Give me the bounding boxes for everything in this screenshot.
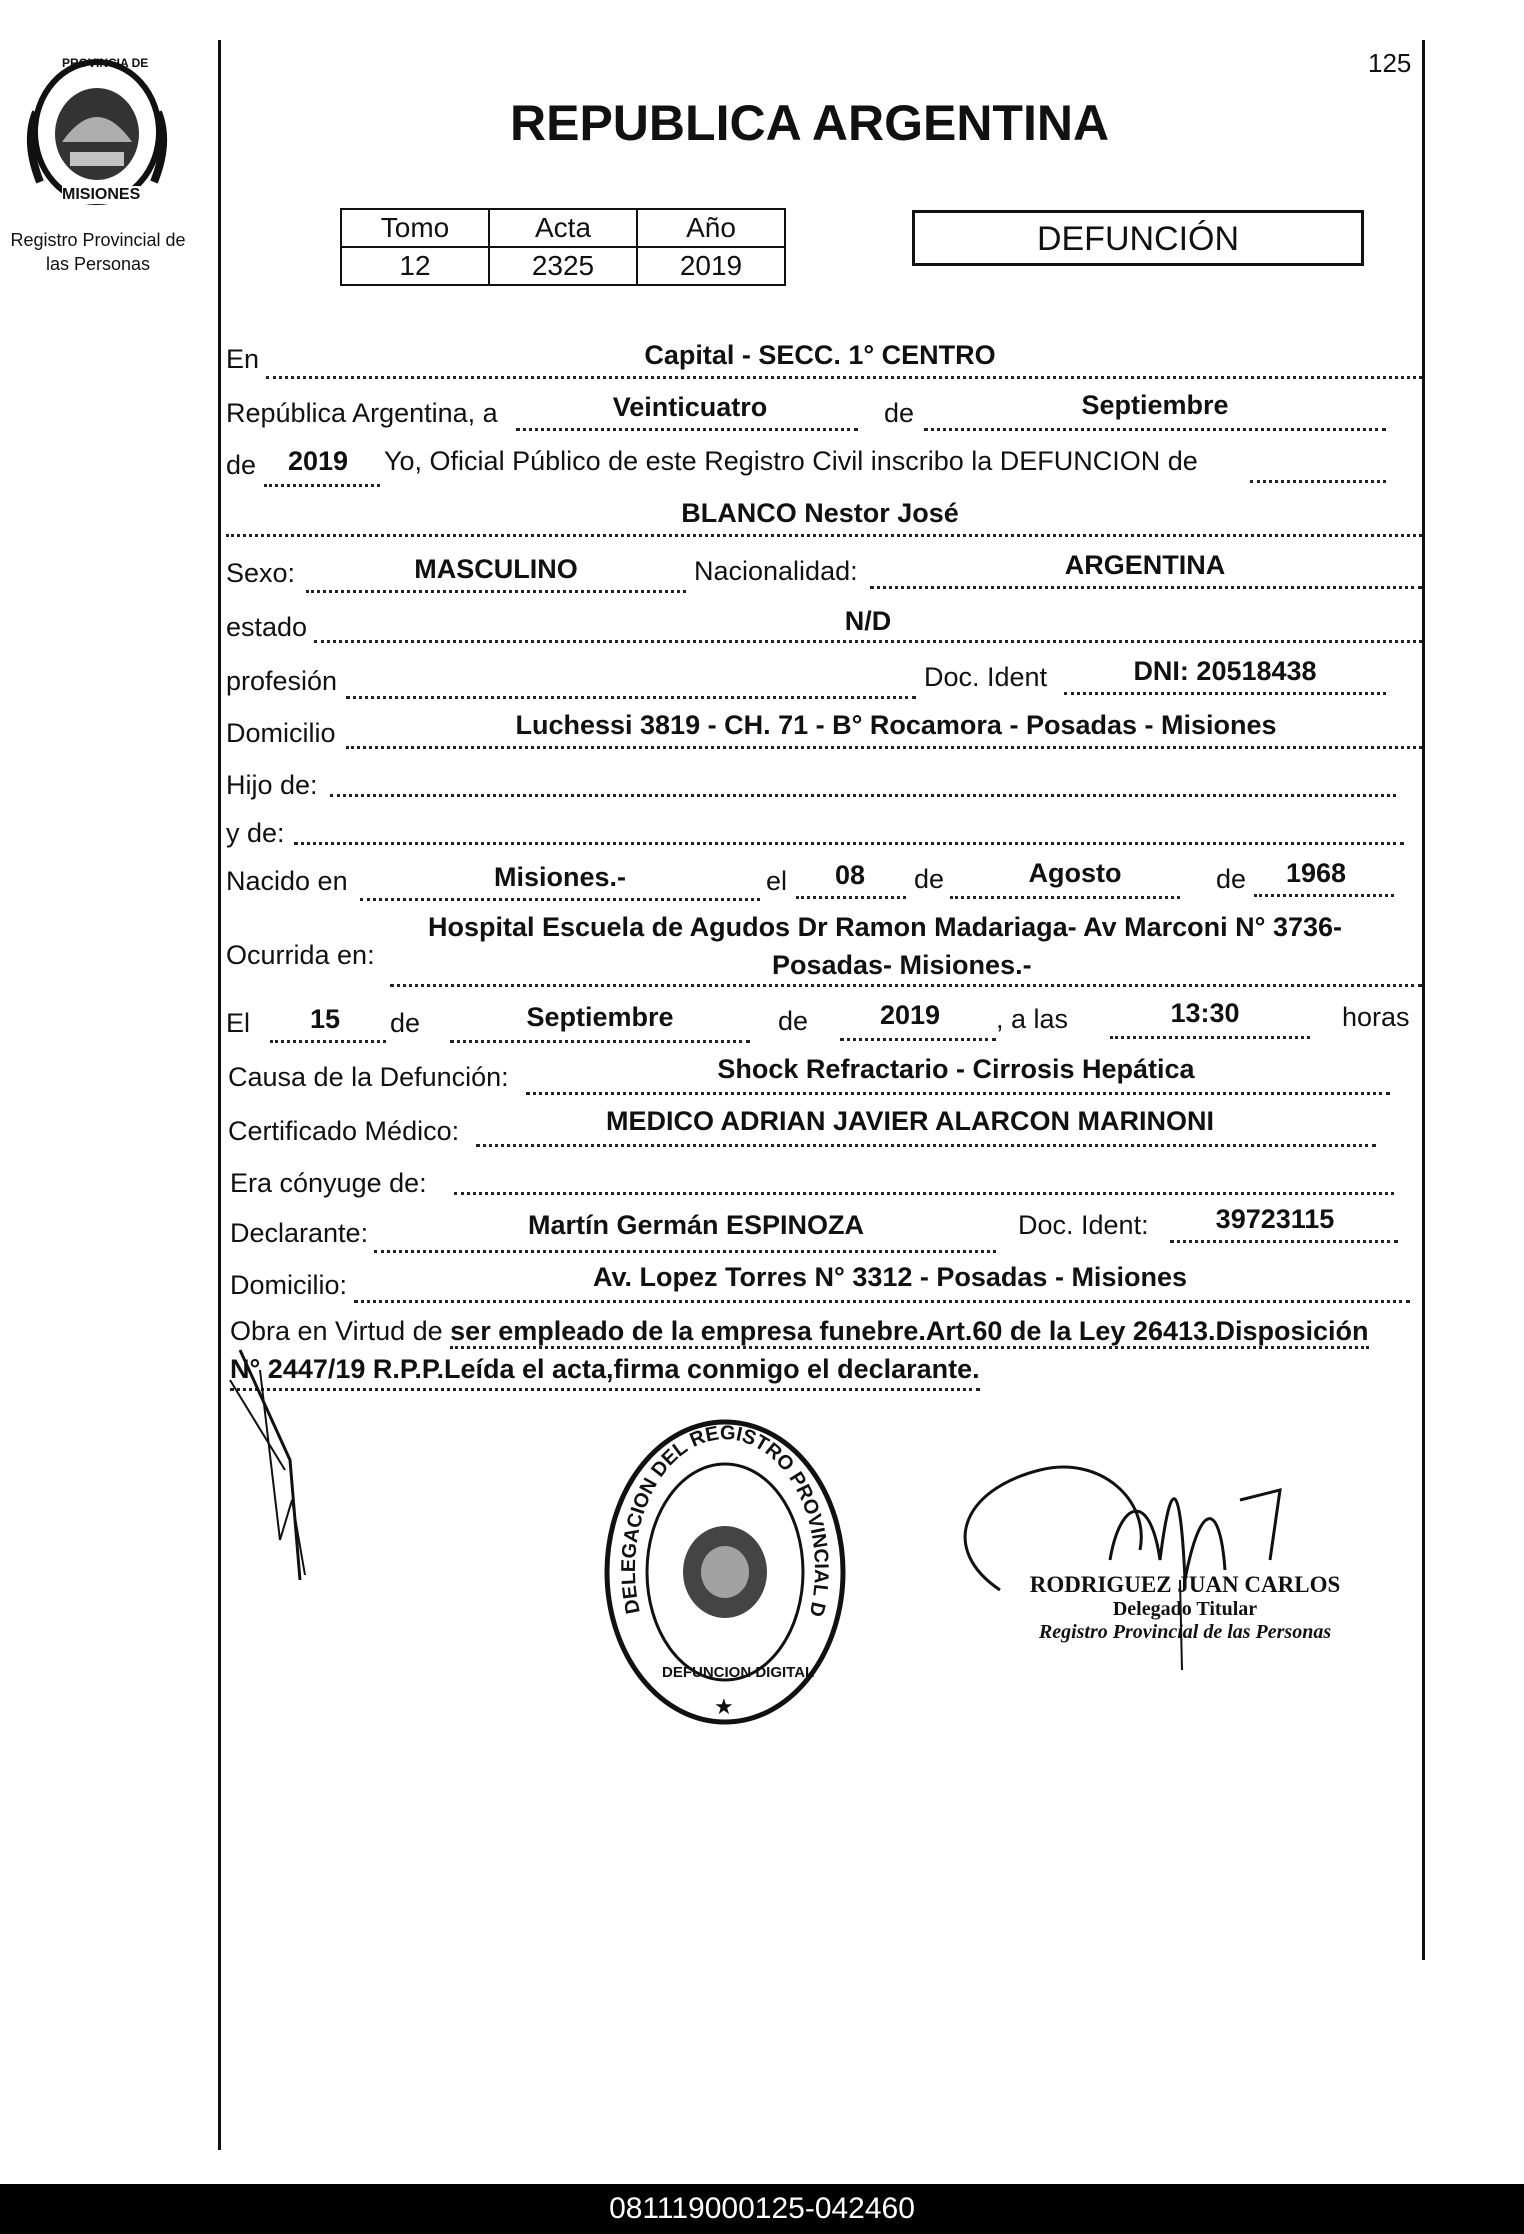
emblem-top-text: PROVINCIA DE <box>62 56 149 70</box>
domicilio-label: Domicilio <box>226 718 336 748</box>
de-label-4: de <box>390 1008 421 1038</box>
nacionalidad-dots <box>870 586 1422 589</box>
declarante-domicilio-value: Av. Lopez Torres N° 3312 - Posadas - Misiones <box>593 1262 1187 1292</box>
deceased-name: BLANCO Nestor José <box>681 498 959 528</box>
en-dots <box>266 376 1422 379</box>
conyuge-dots <box>454 1192 1394 1195</box>
nacido-value: Misiones.- <box>493 862 627 892</box>
death-month-value: Septiembre <box>526 1002 674 1032</box>
nacido-dots <box>360 898 760 901</box>
birth-month-value: Agosto <box>1028 858 1122 888</box>
stamp-inner-text: DEFUNCION DIGITAL <box>662 1664 815 1681</box>
en-label: En <box>226 344 260 374</box>
hijo-dots <box>330 794 1396 797</box>
signature-block <box>1020 1572 1350 1644</box>
left-border <box>218 40 221 2150</box>
obra-paragraph <box>230 1312 1369 1391</box>
page-number: 125 <box>1368 48 1412 78</box>
nacido-label: Nacido en <box>226 866 348 896</box>
registry-line-2: las Personas <box>45 254 151 274</box>
death-time-dots <box>1110 1036 1310 1039</box>
yde-label: y de: <box>226 818 285 848</box>
death-year-dots <box>840 1038 996 1041</box>
misiones-emblem <box>22 52 172 212</box>
declarante-domicilio-dots <box>354 1300 1410 1303</box>
document-title: REPUBLICA ARGENTINA <box>510 95 1110 151</box>
act-value-anio: 2019 <box>637 247 785 285</box>
birth-month-dots <box>950 896 1180 899</box>
sexo-value: MASCULINO <box>414 554 578 584</box>
document-code-footer: 081119000125-042460 <box>0 2184 1524 2234</box>
nacionalidad-value: ARGENTINA <box>1064 550 1226 580</box>
certificado-dots <box>476 1144 1376 1147</box>
sexo-dots <box>306 590 686 593</box>
el-label: el <box>766 866 788 896</box>
conyuge-label: Era cónyuge de: <box>230 1168 427 1198</box>
day-dots <box>516 428 858 431</box>
death-day-value: 15 <box>309 1004 341 1034</box>
declarante-doc-value: 39723115 <box>1215 1204 1335 1234</box>
birth-year-dots <box>1254 894 1394 897</box>
estado-label: estado <box>226 612 308 642</box>
act-value-acta: 2325 <box>489 247 637 285</box>
en-value: Capital - SECC. 1° CENTRO <box>644 340 996 370</box>
registry-line-1: Registro Provincial de <box>10 230 186 250</box>
estado-dots <box>314 640 1422 643</box>
doc-ident-dots <box>1064 692 1386 695</box>
nacionalidad-label: Nacionalidad: <box>694 556 858 586</box>
certificado-label: Certificado Médico: <box>228 1116 460 1146</box>
profesion-label: profesión <box>226 666 338 696</box>
de-label-5: de <box>778 1006 809 1036</box>
birth-day-dots <box>796 896 906 899</box>
signatory-office: Registro Provincial de las Personas <box>1038 1621 1332 1643</box>
domicilio-value: Luchessi 3819 - CH. 71 - B° Rocamora - Posadas - Misiones <box>515 710 1277 740</box>
ocurrida-dots <box>390 984 1422 987</box>
declarante-doc-dots <box>1170 1240 1398 1243</box>
month-dots <box>924 428 1386 431</box>
causa-dots <box>526 1092 1390 1095</box>
death-month-dots <box>450 1040 750 1043</box>
death-time-value: 13:30 <box>1170 998 1240 1028</box>
sexo-label: Sexo: <box>226 558 296 588</box>
yde-dots <box>294 842 1404 845</box>
act-header-acta: Acta <box>489 209 637 247</box>
republica-label: República Argentina, a <box>226 398 498 428</box>
year-dots <box>264 484 380 487</box>
official-stamp <box>600 1412 850 1732</box>
de-label: de <box>884 398 915 428</box>
domicilio-label-2: Domicilio: <box>230 1270 348 1300</box>
ocurrida-label: Ocurrida en: <box>226 940 375 970</box>
document-type-box: DEFUNCIÓN <box>912 210 1364 266</box>
birth-day-value: 08 <box>834 860 866 890</box>
horas-label: horas <box>1342 1002 1410 1032</box>
doc-ident-label-2: Doc. Ident: <box>1018 1210 1149 1240</box>
emblem-bottom-text: MISIONES <box>62 186 141 203</box>
oficial-text: Yo, Oficial Público de este Registro Civil inscribo la DEFUNCION de <box>384 446 1198 476</box>
act-header-tomo: Tomo <box>341 209 489 247</box>
name-dots <box>226 534 1422 537</box>
left-pen-mark <box>220 1340 330 1590</box>
domicilio-dots <box>346 746 1422 749</box>
signatory-name: RODRIGUEZ JUAN CARLOS <box>1029 1572 1341 1597</box>
alas-label: , a las <box>996 1004 1069 1034</box>
death-year-value: 2019 <box>879 1000 941 1030</box>
declarante-dots <box>374 1250 996 1253</box>
stamp-star-icon: ★ <box>714 1694 734 1719</box>
stamp-outer-text: DELEGACION DEL REGISTRO PROVINCIAL D <box>617 1422 833 1619</box>
signatory-title: Delegado Titular <box>1112 1598 1258 1620</box>
obra-line-1-bold: ser empleado de la empresa funebre.Art.60 de la Ley 26413.Disposición <box>450 1316 1368 1349</box>
ocurrida-line-1: Hospital Escuela de Agudos Dr Ramon Madariaga- Av Marconi N° 3736- <box>428 912 1343 942</box>
year-value: 2019 <box>287 446 349 476</box>
declarante-label: Declarante: <box>230 1218 369 1248</box>
declarante-value: Martín Germán ESPINOZA <box>527 1210 865 1240</box>
birth-year-value: 1968 <box>1285 858 1347 888</box>
estado-value: N/D <box>844 606 892 636</box>
right-border <box>1422 40 1425 1960</box>
doc-ident-value: DNI: 20518438 <box>1133 656 1317 686</box>
act-header-anio: Año <box>637 209 785 247</box>
obra-line-2-bold: N° 2447/19 R.P.P.Leída el acta,firma conmigo el declarante. <box>230 1350 980 1391</box>
registry-name <box>0 228 196 276</box>
de-label-2: de <box>914 864 945 894</box>
act-value-tomo: 12 <box>341 247 489 285</box>
el-label-2: El <box>226 1008 251 1038</box>
causa-label: Causa de la Defunción: <box>228 1062 509 1092</box>
doc-ident-label: Doc. Ident <box>924 662 1048 692</box>
certificado-value: MEDICO ADRIAN JAVIER ALARCON MARINONI <box>605 1106 1214 1136</box>
de-label-3: de <box>1216 864 1247 894</box>
month-value: Septiembre <box>1081 390 1229 420</box>
obra-line-1 <box>230 1312 1369 1350</box>
profesion-dots <box>346 696 916 699</box>
de-year-label: de <box>226 450 257 480</box>
day-words-value: Veinticuatro <box>612 392 768 422</box>
hijo-label: Hijo de: <box>226 770 318 800</box>
causa-value: Shock Refractario - Cirrosis Hepática <box>717 1054 1195 1084</box>
act-table <box>340 208 786 286</box>
ocurrida-line-2: Posadas- Misiones.- <box>772 950 1032 980</box>
obra-prefix: Obra en Virtud de <box>230 1316 443 1346</box>
death-day-dots <box>270 1040 386 1043</box>
oficial-dots <box>1250 480 1386 483</box>
